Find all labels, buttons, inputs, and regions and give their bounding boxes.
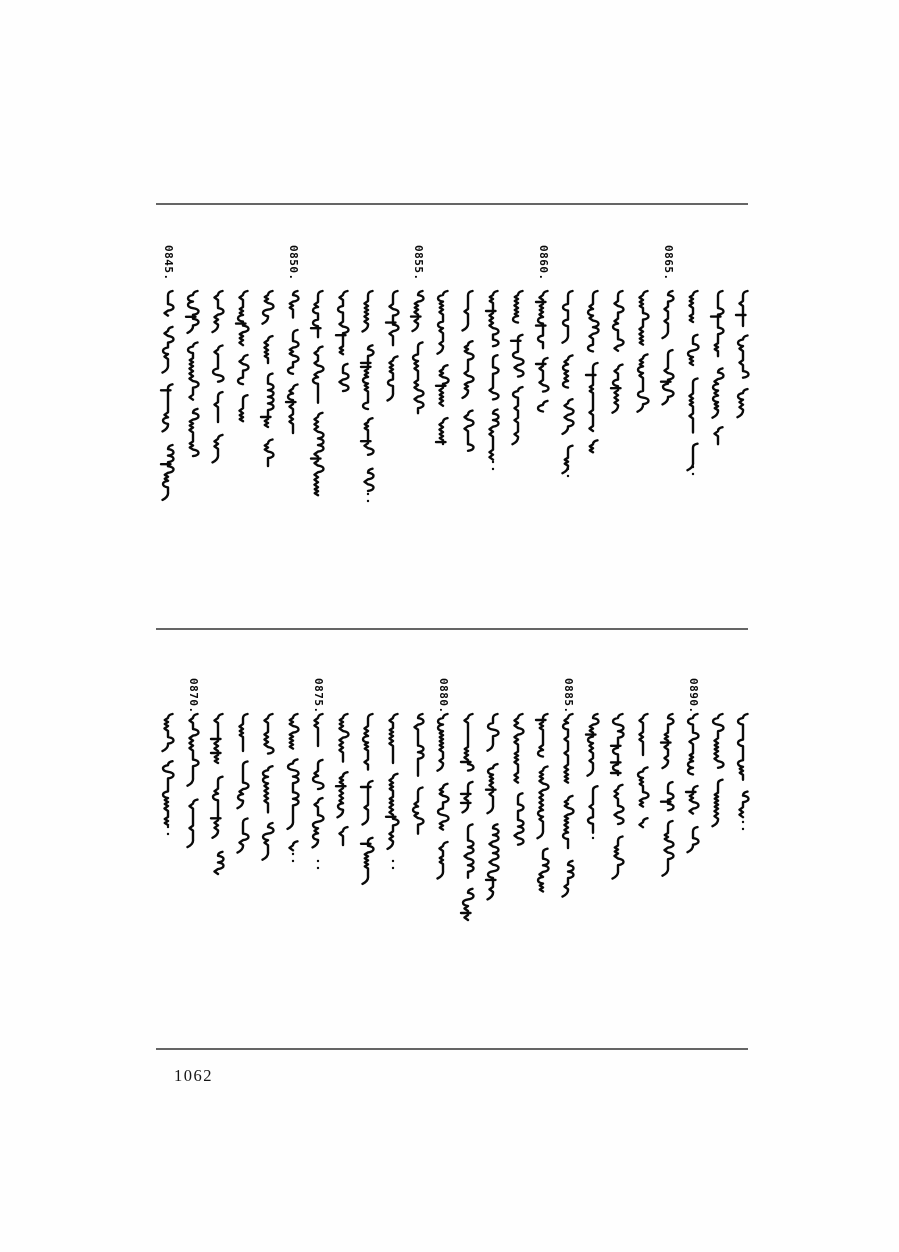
mongolian-text-column bbox=[361, 714, 374, 884]
mongolian-text-column bbox=[738, 714, 749, 829]
mongolian-text-column bbox=[686, 714, 699, 852]
mongolian-text-column bbox=[336, 291, 349, 391]
mongolian-text-column bbox=[411, 291, 424, 413]
mongolian-text-column bbox=[711, 291, 724, 444]
entry-number-label: 0860. bbox=[536, 245, 550, 281]
mongolian-text-column bbox=[286, 291, 299, 433]
mongolian-text-column bbox=[288, 714, 299, 861]
mongolian-text-column bbox=[213, 291, 224, 462]
mongolian-text-column bbox=[486, 291, 499, 469]
mongolian-text-column bbox=[611, 291, 624, 413]
entry-number-label: 0855. bbox=[411, 245, 425, 281]
mongolian-text-column bbox=[386, 714, 399, 868]
mongolian-text-column bbox=[563, 291, 574, 476]
mongolian-text-column bbox=[163, 714, 174, 834]
mongolian-text-column bbox=[638, 291, 649, 412]
mongolian-text-column bbox=[236, 291, 249, 421]
mongolian-text-column bbox=[361, 291, 374, 501]
mongolian-text-column bbox=[515, 714, 524, 845]
mongolian-text-column bbox=[486, 714, 499, 899]
mongolian-text-column bbox=[336, 714, 349, 845]
mongolian-text-column bbox=[586, 291, 599, 452]
mongolian-text-column bbox=[211, 714, 224, 874]
mongolian-text-column bbox=[586, 714, 599, 838]
upper-script-block bbox=[161, 291, 749, 501]
entry-number-label: 0865. bbox=[661, 245, 675, 281]
entry-number-label: 0885. bbox=[561, 678, 575, 714]
mongolian-text-column bbox=[688, 291, 699, 474]
mongolian-text-column bbox=[536, 291, 549, 412]
mongolian-text-column bbox=[638, 714, 649, 827]
mongolian-text-column bbox=[313, 714, 324, 868]
mongolian-text-column bbox=[386, 291, 399, 401]
mongolian-text-column bbox=[511, 291, 524, 444]
entry-number-label: 0870. bbox=[186, 678, 200, 714]
mongolian-text-column bbox=[261, 291, 274, 466]
mongolian-text-column bbox=[661, 714, 674, 876]
page-number: 1062 bbox=[174, 1066, 213, 1085]
mongolian-text-column bbox=[263, 714, 274, 860]
mongolian-text-column bbox=[736, 291, 749, 417]
entry-number-label: 0875. bbox=[311, 678, 325, 714]
mongolian-text-column bbox=[461, 714, 474, 920]
mongolian-text-column bbox=[661, 291, 674, 404]
mongolian-text-column bbox=[536, 714, 549, 892]
mongolian-text-column bbox=[438, 714, 449, 879]
mongolian-text-column bbox=[186, 291, 199, 456]
mongolian-text-column bbox=[161, 291, 174, 500]
mongolian-text-column bbox=[413, 714, 424, 834]
mongolian-text-column bbox=[713, 714, 724, 826]
entry-number-label: 0880. bbox=[436, 678, 450, 714]
mongolian-text-column bbox=[436, 291, 449, 444]
entry-number-label: 0845. bbox=[161, 245, 175, 281]
entry-number-label: 0890. bbox=[686, 678, 700, 714]
mongolian-text-column bbox=[463, 291, 474, 451]
mongolian-text-column bbox=[611, 714, 624, 879]
mongolian-text-column bbox=[563, 714, 574, 897]
mongolian-text-column bbox=[188, 714, 199, 847]
entry-number-label: 0850. bbox=[286, 245, 300, 281]
lower-script-block bbox=[163, 714, 749, 920]
mongolian-text-column bbox=[311, 291, 324, 495]
mongolian-text-column bbox=[238, 714, 249, 853]
